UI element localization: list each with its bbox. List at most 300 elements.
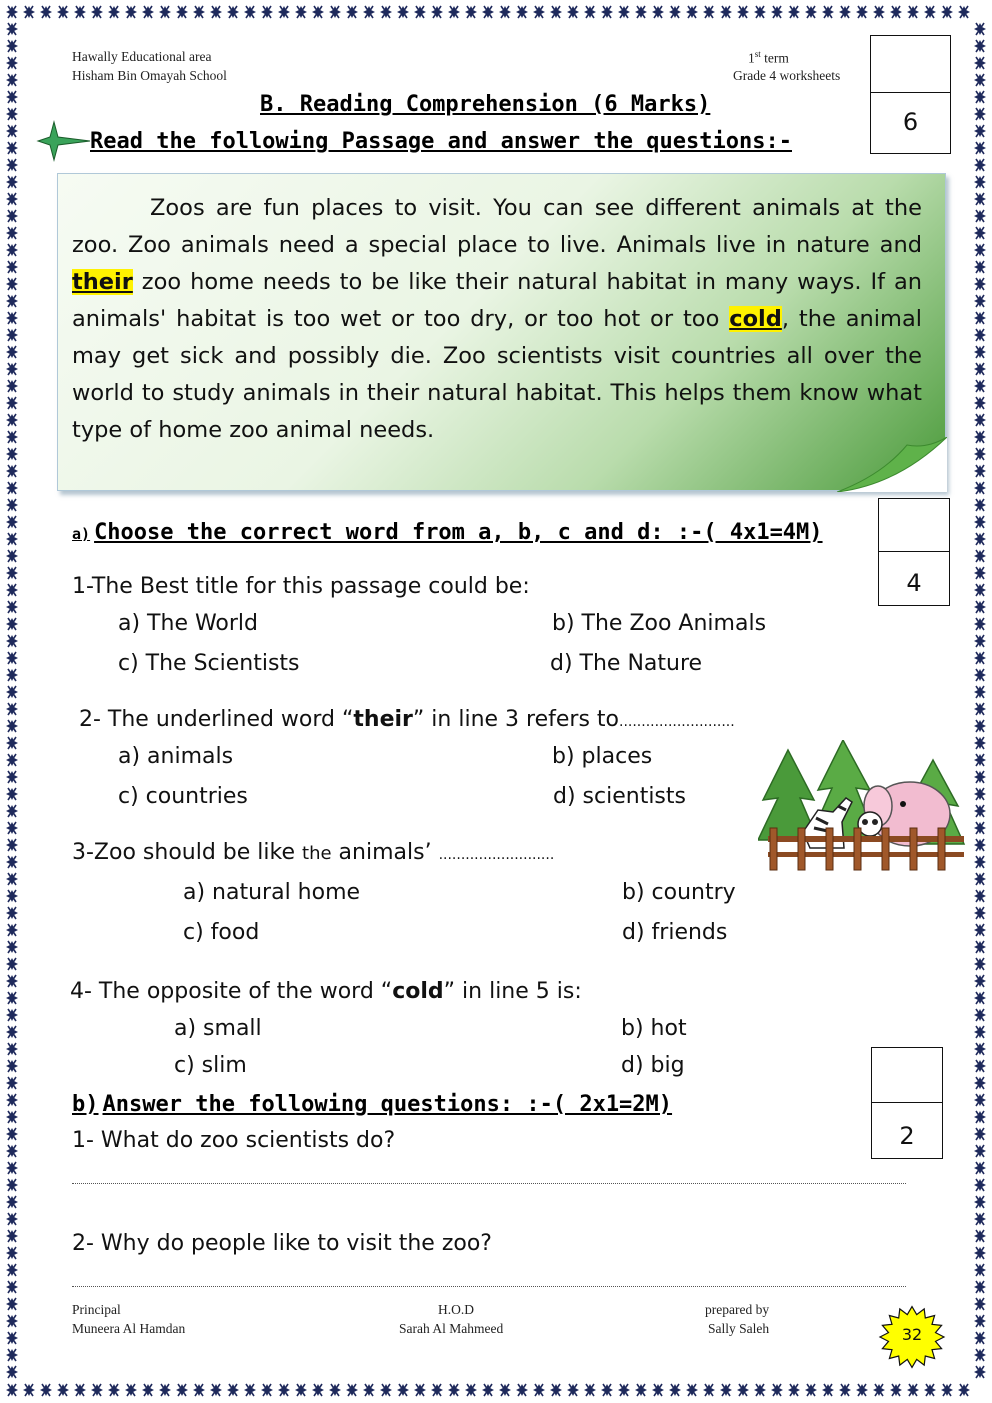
border-star (516, 6, 528, 18)
border-star (6, 992, 18, 1004)
border-star (974, 346, 986, 358)
border-star (499, 6, 511, 18)
border-star (856, 1384, 868, 1396)
border-star (295, 1384, 307, 1396)
answer-line-1[interactable] (72, 1183, 906, 1184)
header-grade: Grade 4 worksheets (733, 68, 841, 83)
border-star (974, 1366, 986, 1378)
border-star (516, 1384, 528, 1396)
border-star (974, 788, 986, 800)
part-a-mark-box: 4 (878, 498, 950, 606)
border-star (533, 1384, 545, 1396)
border-star (974, 1026, 986, 1038)
q1-option-d[interactable]: d) The Nature (550, 651, 703, 676)
border-star (448, 1384, 460, 1396)
border-star (974, 958, 986, 970)
border-star (550, 6, 562, 18)
border-star (720, 1384, 732, 1396)
border-star (6, 1162, 18, 1174)
border-star (974, 261, 986, 273)
border-star (958, 1384, 970, 1396)
border-star (974, 380, 986, 392)
border-star (6, 278, 18, 290)
border-star (74, 1384, 86, 1396)
border-star (74, 6, 86, 18)
border-star (6, 57, 18, 69)
border-star (974, 227, 986, 239)
border-star (159, 1384, 171, 1396)
q2-option-a[interactable]: a) animals (118, 744, 234, 769)
border-star (6, 312, 18, 324)
border-star (6, 1009, 18, 1021)
principal-title: Principal (72, 1302, 121, 1317)
border-star (974, 1060, 986, 1072)
border-star (907, 1384, 919, 1396)
border-star (6, 1281, 18, 1293)
border-star (6, 295, 18, 307)
border-star (397, 1384, 409, 1396)
border-star (974, 975, 986, 987)
border-star (974, 397, 986, 409)
border-star (924, 1384, 936, 1396)
border-star (754, 6, 766, 18)
border-star (6, 822, 18, 834)
border-star (414, 6, 426, 18)
q3-option-a[interactable]: a) natural home (183, 880, 361, 905)
border-star (40, 1384, 52, 1396)
border-star (329, 6, 341, 18)
star-bullet-icon (36, 120, 92, 162)
border-star (974, 584, 986, 596)
border-star (974, 74, 986, 86)
border-star (6, 907, 18, 919)
border-star (974, 363, 986, 375)
border-star (193, 6, 205, 18)
prepared-title: prepared by (705, 1302, 770, 1317)
border-star (6, 1128, 18, 1140)
border-star (431, 1384, 443, 1396)
instruction: Read the following Passage and answer the questions:- (90, 129, 792, 154)
border-star (176, 1384, 188, 1396)
border-star (210, 1384, 222, 1396)
border-star (737, 6, 749, 18)
border-star (584, 6, 596, 18)
border-star (210, 6, 222, 18)
border-star (6, 686, 18, 698)
border-star (974, 822, 986, 834)
border-star (6, 1366, 18, 1378)
q3-option-d[interactable]: d) friends (622, 920, 728, 945)
border-star (550, 1384, 562, 1396)
question-3: 3-Zoo should be like the animals’ .......................... (72, 840, 555, 865)
border-star (974, 244, 986, 256)
border-star (465, 6, 477, 18)
border-star (974, 1332, 986, 1344)
border-star (6, 125, 18, 137)
border-star (974, 448, 986, 460)
border-star (465, 1384, 477, 1396)
border-star (974, 601, 986, 613)
border-star (6, 737, 18, 749)
q2-option-d[interactable]: d) scientists (553, 784, 686, 809)
border-star (974, 533, 986, 545)
border-star (974, 754, 986, 766)
border-star (6, 805, 18, 817)
border-star (974, 1009, 986, 1021)
border-star (771, 1384, 783, 1396)
border-star (142, 6, 154, 18)
border-star (974, 924, 986, 936)
answer-line-2[interactable] (72, 1286, 906, 1287)
border-star (890, 6, 902, 18)
border-star (974, 465, 986, 477)
part-b-heading: b) Answer the following questions: :-( 2x1=2M) (72, 1092, 673, 1117)
border-star (974, 805, 986, 817)
border-star (974, 771, 986, 783)
border-star (974, 142, 986, 154)
border-star (6, 873, 18, 885)
border-star (974, 40, 986, 52)
border-star (669, 6, 681, 18)
q4-option-b[interactable]: b) hot (621, 1016, 687, 1041)
border-star (278, 1384, 290, 1396)
border-star (635, 6, 647, 18)
border-star (974, 1162, 986, 1174)
border-star (567, 6, 579, 18)
q4-option-a[interactable]: a) small (174, 1016, 262, 1041)
border-star (652, 6, 664, 18)
border-star (669, 1384, 681, 1396)
border-star (974, 1230, 986, 1242)
border-star (974, 499, 986, 511)
border-star (6, 533, 18, 545)
border-star (974, 992, 986, 1004)
border-star (974, 1315, 986, 1327)
border-star (974, 941, 986, 953)
border-star (584, 1384, 596, 1396)
border-star (6, 1247, 18, 1259)
border-star (974, 669, 986, 681)
border-star (6, 941, 18, 953)
border-star (703, 6, 715, 18)
part-b-mark-box: 2 (871, 1047, 943, 1159)
border-star (295, 6, 307, 18)
border-star (974, 1281, 986, 1293)
border-star (805, 6, 817, 18)
border-star (6, 346, 18, 358)
border-star (6, 1332, 18, 1344)
border-star (974, 1145, 986, 1157)
border-star (6, 244, 18, 256)
border-star (805, 1384, 817, 1396)
border-star (6, 6, 18, 18)
q2-option-b[interactable]: b) places (552, 744, 653, 769)
border-star (974, 1349, 986, 1361)
border-star (974, 57, 986, 69)
border-star (6, 635, 18, 647)
border-star (941, 1384, 953, 1396)
border-star (974, 550, 986, 562)
border-star (974, 703, 986, 715)
border-star (6, 839, 18, 851)
border-star (974, 907, 986, 919)
border-star (6, 1060, 18, 1072)
border-star (974, 1179, 986, 1191)
page-curl-icon (837, 437, 947, 492)
border-star (6, 1111, 18, 1123)
border-star (6, 890, 18, 902)
border-star (6, 1230, 18, 1242)
border-star (856, 6, 868, 18)
border-star (652, 1384, 664, 1396)
border-star (974, 516, 986, 528)
border-star (6, 1264, 18, 1276)
border-star (924, 6, 936, 18)
border-star (6, 1213, 18, 1225)
header-school: Hisham Bin Omayah School (72, 68, 227, 83)
border-star (974, 431, 986, 443)
question-1: 1-The Best title for this passage could be: (72, 574, 530, 599)
border-star (312, 6, 324, 18)
border-star (6, 958, 18, 970)
border-star (6, 329, 18, 341)
border-star (23, 6, 35, 18)
border-star (703, 1384, 715, 1396)
border-star (974, 720, 986, 732)
border-star (6, 669, 18, 681)
question-4: 4- The opposite of the word “cold” in line 5 is: (70, 979, 582, 1004)
border-star (873, 6, 885, 18)
border-star (974, 193, 986, 205)
border-star (618, 6, 630, 18)
border-star (6, 703, 18, 715)
passage-text: Zoos are fun places to visit. You can see different animals at the zoo. Zoo animals need a special place to live. Animals live in nature and their zoo home needs to be like their natural habitat in many ways. If an animals' habitat is too wet or too dry, or too hot or too cold, the animal may get sick and possibly die. Zoo scientists visit countries all over the world to study animals in their natural habitat. This helps them know what type of home zoo animal needs. (72, 195, 922, 443)
border-star (822, 6, 834, 18)
border-star (974, 176, 986, 188)
border-star (533, 6, 545, 18)
border-star (974, 737, 986, 749)
border-star (6, 40, 18, 52)
border-star (974, 873, 986, 885)
border-star (108, 6, 120, 18)
border-star (771, 6, 783, 18)
border-star (974, 567, 986, 579)
border-star (6, 1384, 18, 1396)
border-star (974, 839, 986, 851)
border-star (6, 754, 18, 766)
border-star (261, 1384, 273, 1396)
header-term: 1st term (748, 49, 789, 66)
border-star (974, 652, 986, 664)
border-star (6, 142, 18, 154)
border-star (6, 1043, 18, 1055)
part-b-question-2: 2- Why do people like to visit the zoo? (72, 1231, 492, 1256)
border-star (6, 1315, 18, 1327)
border-star (974, 482, 986, 494)
section-title: B. Reading Comprehension (6 Marks) (260, 92, 711, 117)
border-star (6, 652, 18, 664)
border-star (974, 159, 986, 171)
border-star (6, 193, 18, 205)
border-star (6, 159, 18, 171)
border-star (414, 1384, 426, 1396)
border-star (6, 1077, 18, 1089)
border-star (974, 1298, 986, 1310)
border-star (839, 1384, 851, 1396)
border-star (499, 1384, 511, 1396)
q3-option-c[interactable]: c) food (183, 920, 260, 945)
border-star (397, 6, 409, 18)
prepared-name: Sally Saleh (708, 1321, 770, 1336)
highlight-cold: cold (729, 306, 782, 332)
border-star (890, 1384, 902, 1396)
total-mark-box: 6 (870, 35, 951, 154)
border-star (941, 6, 953, 18)
border-star (6, 23, 18, 35)
border-star (227, 1384, 239, 1396)
border-star (974, 414, 986, 426)
q1-option-b[interactable]: b) The Zoo Animals (552, 611, 767, 636)
q4-option-c[interactable]: c) slim (174, 1053, 247, 1078)
question-2: 2- The underlined word “their” in line 3 refers to.......................... (79, 707, 735, 732)
border-star (974, 125, 986, 137)
border-star (6, 227, 18, 239)
border-star (6, 108, 18, 120)
border-star (23, 1384, 35, 1396)
border-star (6, 924, 18, 936)
border-star (57, 1384, 69, 1396)
q3-option-b[interactable]: b) country (622, 880, 736, 905)
border-star (839, 6, 851, 18)
principal-name: Muneera Al Hamdan (72, 1321, 186, 1336)
border-star (346, 6, 358, 18)
border-star (346, 1384, 358, 1396)
border-star (6, 856, 18, 868)
header-area: Hawally Educational area (72, 49, 212, 64)
border-star (974, 210, 986, 222)
border-star (363, 1384, 375, 1396)
border-star (974, 1196, 986, 1208)
border-star (329, 1384, 341, 1396)
border-star (974, 1094, 986, 1106)
q4-option-d[interactable]: d) big (621, 1053, 685, 1078)
border-star (6, 601, 18, 613)
border-star (91, 6, 103, 18)
border-star (737, 1384, 749, 1396)
border-star (159, 6, 171, 18)
border-star (125, 1384, 137, 1396)
border-star (974, 1077, 986, 1089)
border-star (974, 618, 986, 630)
border-star (6, 567, 18, 579)
border-star (6, 1196, 18, 1208)
border-star (974, 1264, 986, 1276)
border-star (6, 363, 18, 375)
border-star (108, 1384, 120, 1396)
hod-name: Sarah Al Mahmeed (399, 1321, 504, 1336)
hod-title: H.O.D (438, 1302, 474, 1317)
border-star (6, 499, 18, 511)
border-star (788, 1384, 800, 1396)
border-star (974, 23, 986, 35)
border-star (312, 1384, 324, 1396)
border-star (6, 720, 18, 732)
border-star (176, 6, 188, 18)
part-b-question-1: 1- What do zoo scientists do? (72, 1128, 396, 1153)
q2-option-c[interactable]: c) countries (118, 784, 248, 809)
border-star (974, 890, 986, 902)
border-star (974, 1111, 986, 1123)
border-star (788, 6, 800, 18)
border-star (974, 1043, 986, 1055)
border-star (974, 295, 986, 307)
border-star (974, 91, 986, 103)
border-star (40, 6, 52, 18)
border-star (974, 278, 986, 290)
border-star (261, 6, 273, 18)
border-star (227, 6, 239, 18)
border-star (601, 6, 613, 18)
border-star (635, 1384, 647, 1396)
border-star (6, 448, 18, 460)
border-star (567, 1384, 579, 1396)
q1-option-a[interactable]: a) The World (118, 611, 259, 636)
border-star (431, 6, 443, 18)
border-star (6, 618, 18, 630)
passage-box (57, 173, 946, 491)
border-star (6, 788, 18, 800)
border-star (958, 6, 970, 18)
border-star (6, 1298, 18, 1310)
border-star (448, 6, 460, 18)
border-star (974, 312, 986, 324)
border-star (6, 975, 18, 987)
border-star (6, 414, 18, 426)
border-star (193, 1384, 205, 1396)
border-star (6, 465, 18, 477)
highlight-their: their (72, 269, 133, 295)
border-star (6, 261, 18, 273)
border-star (974, 635, 986, 647)
border-star (974, 856, 986, 868)
border-star (907, 6, 919, 18)
border-star (6, 74, 18, 86)
border-star (720, 6, 732, 18)
border-star (974, 329, 986, 341)
border-star (91, 1384, 103, 1396)
border-star (6, 482, 18, 494)
border-star (686, 1384, 698, 1396)
border-star (6, 431, 18, 443)
border-star (822, 1384, 834, 1396)
zoo-animals-illustration (758, 740, 966, 872)
border-star (125, 6, 137, 18)
border-star (278, 6, 290, 18)
border-star (601, 1384, 613, 1396)
border-star (6, 771, 18, 783)
q1-option-c[interactable]: c) The Scientists (118, 651, 300, 676)
border-star (6, 1179, 18, 1191)
border-star (6, 584, 18, 596)
border-star (6, 1094, 18, 1106)
border-star (873, 1384, 885, 1396)
border-star (974, 1247, 986, 1259)
border-star (6, 1145, 18, 1157)
part-a-heading: a) Choose the correct word from a, b, c and d: :-( 4x1=4M) (72, 520, 823, 545)
border-star (6, 210, 18, 222)
border-star (974, 108, 986, 120)
border-star (244, 1384, 256, 1396)
